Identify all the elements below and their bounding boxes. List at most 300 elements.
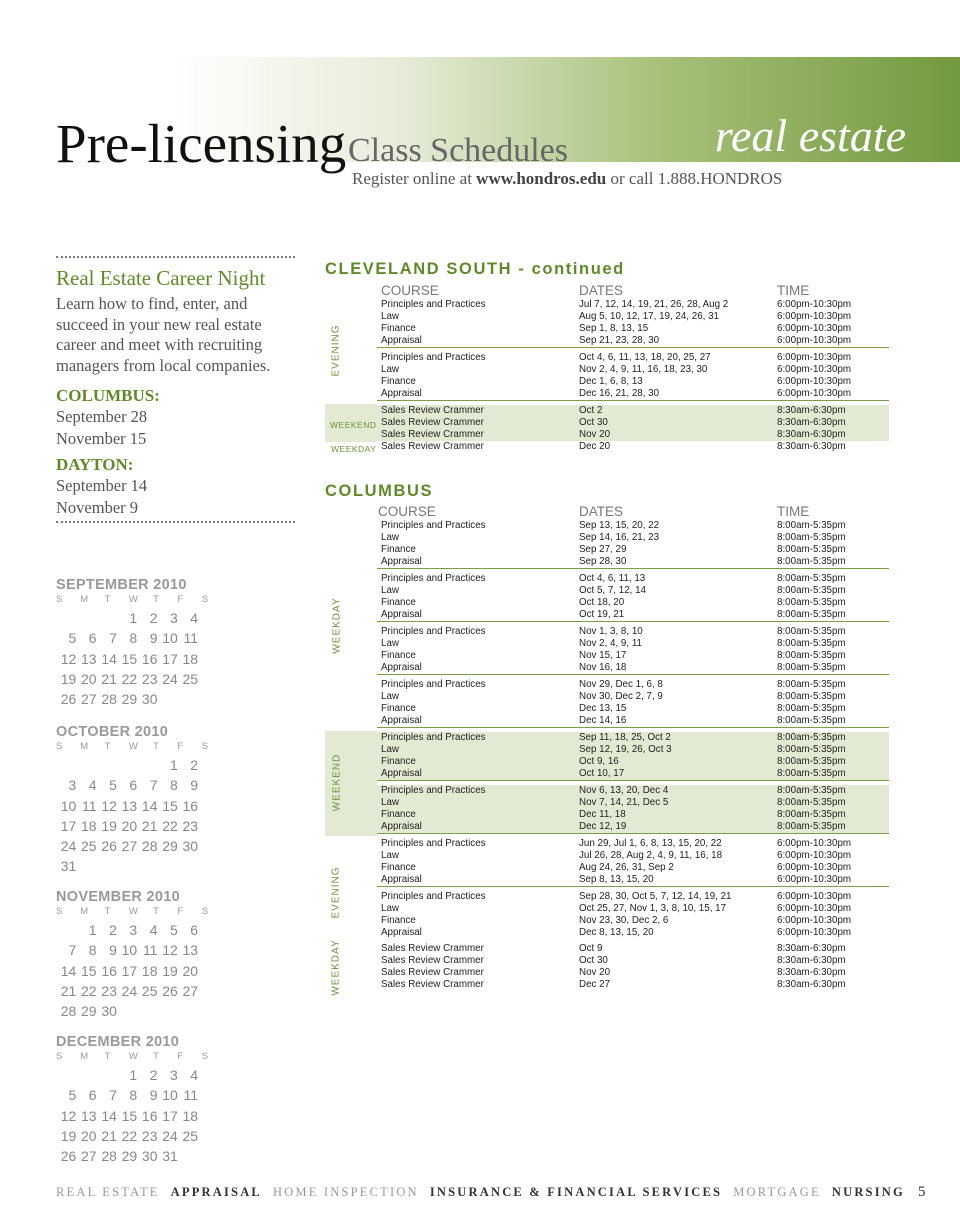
calendar-day: 4: [149, 922, 158, 938]
calendar-day: 23: [101, 982, 117, 999]
schedule-block: [377, 299, 889, 348]
course-dates: Nov 2, 4, 9, 11, 16, 18, 23, 30: [579, 364, 708, 375]
course-time: 8:00am-5:35pm: [777, 768, 846, 779]
calendar-day: 8: [129, 630, 138, 647]
footer-link[interactable]: NURSING: [831, 1185, 905, 1199]
course-name: Law: [381, 797, 399, 808]
course-name: Finance: [381, 703, 416, 714]
calendar-day: 18: [182, 650, 199, 667]
footer-link[interactable]: APPRAISAL: [170, 1185, 262, 1199]
calendar-blank: [97, 608, 117, 628]
table-row: [377, 862, 889, 874]
course-name: Principles and Practices: [381, 299, 486, 310]
course-dates: Dec 20: [579, 441, 611, 452]
calendar-day: 10: [121, 942, 138, 959]
calendar-day: 25: [182, 1127, 199, 1144]
calendar-day: 14: [60, 962, 77, 979]
calendar-weekday: M: [80, 594, 89, 605]
course-time: 8:30am-6:30pm: [777, 979, 846, 990]
calendar-day: 22: [162, 817, 178, 834]
course-time: 8:30am-6:30pm: [777, 955, 846, 966]
calendar-day: 29: [121, 691, 138, 708]
calendar-day: 19: [162, 962, 178, 979]
table-row: [377, 838, 889, 850]
course-name: Appraisal: [381, 388, 422, 399]
course-dates: Sep 11, 18, 25, Oct 2: [579, 732, 671, 743]
calendar-day: 5: [109, 777, 117, 794]
course-dates: Dec 16, 21, 28, 30: [579, 388, 660, 399]
course-name: Sales Review Crammer: [381, 441, 484, 452]
course-name: Law: [381, 638, 399, 649]
course-time: 6:00pm-10:30pm: [777, 915, 852, 926]
course-name: Appraisal: [381, 874, 422, 885]
course-name: Appraisal: [381, 556, 422, 567]
career-date: September 14: [56, 476, 148, 495]
course-dates: Sep 8, 13, 15, 20: [579, 874, 654, 885]
table-row: [377, 364, 889, 376]
calendar-day: 7: [109, 1087, 117, 1104]
table-row: [377, 573, 889, 585]
calendar-day: 24: [162, 670, 178, 687]
col-header-dates: DATES: [579, 283, 624, 298]
calendar-weekdays: [56, 741, 226, 752]
course-dates: Nov 29, Dec 1, 6, 8: [579, 679, 663, 690]
calendar-day: 1: [129, 610, 138, 626]
calendar-day: 2: [149, 1067, 158, 1083]
calendar-day: 30: [141, 691, 158, 708]
footer-link[interactable]: MORTGAGE: [733, 1185, 821, 1199]
course-name: Sales Review Crammer: [381, 429, 484, 440]
course-dates: Sep 28, 30: [579, 556, 627, 567]
table-row: [377, 441, 889, 453]
schedule-block: [377, 838, 889, 887]
course-dates: Dec 13, 15: [579, 703, 627, 714]
table-row: [377, 967, 889, 979]
course-name: Sales Review Crammer: [381, 955, 484, 966]
calendar-day: 24: [121, 982, 138, 999]
page-subtitle: Class Schedules: [348, 132, 569, 169]
calendar-day: 22: [121, 670, 138, 687]
calendar-day: 13: [121, 797, 138, 814]
course-time: 8:30am-6:30pm: [777, 429, 846, 440]
table-row: [377, 429, 889, 441]
calendar-day: 16: [182, 797, 199, 814]
course-name: Appraisal: [381, 927, 422, 938]
calendar-grid: [56, 755, 226, 877]
course-dates: Nov 2, 4, 9, 11: [579, 638, 642, 649]
calendar-day: 19: [60, 670, 77, 687]
course-dates: Oct 25, 27, Nov 1, 3, 8, 10, 15, 17: [579, 903, 727, 914]
course-time: 6:00pm-10:30pm: [777, 323, 852, 334]
calendar-day: 15: [121, 1107, 138, 1124]
table-row: [377, 662, 889, 674]
table-row: [377, 732, 889, 744]
calendar-day: 6: [88, 1087, 97, 1104]
course-name: Sales Review Crammer: [381, 943, 484, 954]
course-time: 6:00pm-10:30pm: [777, 927, 852, 938]
course-time: 8:00am-5:35pm: [777, 650, 846, 661]
calendar-day: 1: [88, 922, 97, 938]
course-name: Law: [381, 691, 399, 702]
calendar-day: 11: [82, 797, 97, 814]
course-dates: Nov 1, 3, 8, 10: [579, 626, 643, 637]
col-header-course: COURSE: [378, 504, 436, 519]
course-dates: Dec 14, 16: [579, 715, 627, 726]
course-name: Finance: [381, 597, 416, 608]
course-name: Appraisal: [381, 662, 422, 673]
calendar-weekday: S: [201, 594, 209, 605]
course-dates: Jun 29, Jul 1, 6, 8, 13, 15, 20, 22: [579, 838, 722, 849]
table-row: [377, 850, 889, 862]
calendar-weekday: S: [56, 906, 63, 917]
course-dates: Sep 27, 29: [579, 544, 627, 555]
register-url[interactable]: www.hondros.edu: [476, 169, 607, 188]
calendar-weekday: S: [56, 594, 63, 605]
calendar-day: 13: [81, 650, 97, 667]
course-time: 6:00pm-10:30pm: [777, 903, 852, 914]
calendar-blank: [56, 608, 76, 628]
course-time: 6:00pm-10:30pm: [777, 376, 852, 387]
table-row: [377, 650, 889, 662]
label-evening: EVENING: [330, 323, 342, 377]
table-row: [377, 797, 889, 809]
course-time: 8:00am-5:35pm: [777, 785, 846, 796]
course-name: Finance: [381, 862, 416, 873]
calendar-day: 13: [81, 1107, 97, 1124]
calendar-weekday: F: [177, 1051, 184, 1062]
course-time: 8:00am-5:35pm: [777, 756, 846, 767]
calendar-day: 20: [81, 1127, 97, 1144]
calendar-weekday: T: [153, 594, 159, 605]
label-evening: EVENING: [330, 865, 342, 919]
course-name: Finance: [381, 376, 416, 387]
table-row: [377, 352, 889, 364]
calendar-day: 3: [169, 610, 178, 626]
calendar-day: 28: [101, 691, 117, 708]
table-row: [377, 809, 889, 821]
table-row: [377, 597, 889, 609]
calendar-day: 6: [129, 777, 138, 794]
calendar-day: 13: [182, 942, 199, 959]
calendar-day: 7: [149, 777, 158, 794]
course-time: 8:00am-5:35pm: [777, 662, 846, 673]
table-row: [377, 556, 889, 568]
calendar-day: 8: [169, 777, 178, 794]
calendar-day: 30: [141, 1148, 158, 1165]
course-name: Appraisal: [381, 715, 422, 726]
table-row: [377, 955, 889, 967]
course-time: 8:00am-5:35pm: [777, 703, 846, 714]
course-dates: Jul 7, 12, 14, 19, 21, 26, 28, Aug 2: [579, 299, 729, 310]
calendar-blank: [56, 920, 76, 940]
calendar-weekday: M: [80, 741, 89, 752]
course-time: 8:00am-5:35pm: [777, 597, 846, 608]
table-row: [377, 703, 889, 715]
calendar-day: 15: [81, 962, 97, 979]
calendar-day: 20: [121, 817, 138, 834]
calendar-day: 1: [169, 757, 178, 773]
calendar-day: 27: [182, 982, 199, 999]
calendar-day: 10: [162, 1087, 178, 1104]
calendar-day: 19: [60, 1127, 77, 1144]
calendar-day: 27: [81, 691, 97, 708]
calendar-day: 12: [101, 797, 117, 814]
calendar-day: 30: [101, 1003, 117, 1020]
table-row: [377, 744, 889, 756]
calendar-blank: [117, 755, 137, 775]
label-weekend: WEEKEND: [330, 420, 377, 430]
course-dates: Oct 2: [579, 405, 603, 416]
footer-nav: [56, 1184, 936, 1201]
calendar-day: 22: [121, 1127, 138, 1144]
calendar-day: 12: [162, 942, 178, 959]
calendar-weekday: T: [153, 741, 159, 752]
calendar-day: 4: [190, 610, 199, 626]
calendar-day: 27: [121, 838, 138, 855]
calendar-month-name: DECEMBER 2010: [56, 1034, 180, 1050]
calendar-day: 28: [101, 1148, 117, 1165]
table-row: [377, 626, 889, 638]
course-name: Law: [381, 585, 399, 596]
course-name: Finance: [381, 544, 416, 555]
career-date: November 15: [56, 429, 147, 448]
course-dates: Oct 4, 6, 11, 13: [579, 573, 646, 584]
course-time: 8:00am-5:35pm: [777, 532, 846, 543]
calendar-weekday: S: [56, 741, 63, 752]
col-header-dates: DATES: [579, 504, 624, 519]
course-name: Appraisal: [381, 609, 422, 620]
calendar-day: 31: [162, 1148, 178, 1165]
calendar-blank: [76, 755, 96, 775]
calendar-day: 15: [162, 797, 178, 814]
calendar-day: 5: [169, 922, 178, 938]
course-time: 6:00pm-10:30pm: [777, 352, 852, 363]
calendar-month: [56, 889, 226, 1021]
course-time: 8:00am-5:35pm: [777, 573, 846, 584]
course-name: Finance: [381, 323, 416, 334]
calendar-day: 12: [60, 1107, 77, 1124]
table-row: [377, 311, 889, 323]
calendar-day: 3: [169, 1067, 178, 1083]
calendar-month-name: OCTOBER 2010: [56, 724, 169, 740]
course-time: 6:00pm-10:30pm: [777, 874, 852, 885]
calendar-month-name: NOVEMBER 2010: [56, 889, 180, 905]
calendar-grid: [56, 920, 226, 1021]
course-name: Finance: [381, 650, 416, 661]
calendar-day: 2: [109, 922, 117, 938]
calendar-day: 6: [88, 630, 97, 647]
calendar-weekday: F: [177, 906, 184, 917]
calendar-day: 14: [101, 1107, 117, 1124]
table-row: [377, 299, 889, 311]
course-time: 8:00am-5:35pm: [777, 691, 846, 702]
calendar-weekdays: [56, 1051, 226, 1062]
calendar-weekday: T: [104, 906, 111, 917]
schedule-block: [377, 732, 889, 781]
table-row: [377, 544, 889, 556]
calendar-day: 16: [141, 1107, 158, 1124]
course-name: Finance: [381, 809, 416, 820]
course-time: 6:00pm-10:30pm: [777, 335, 852, 346]
calendar-blank: [56, 755, 76, 775]
label-weekday: WEEKDAY: [331, 596, 343, 654]
course-dates: Oct 30: [579, 417, 608, 428]
table-row: [377, 532, 889, 544]
calendar-day: 23: [141, 1127, 158, 1144]
course-dates: Nov 16, 18: [579, 662, 627, 673]
calendar-day: 29: [162, 838, 178, 855]
schedule-block: [377, 405, 889, 441]
calendar-weekday: M: [80, 1051, 89, 1062]
footer-link[interactable]: INSURANCE & FINANCIAL SERVICES: [429, 1185, 723, 1199]
calendar-day: 10: [60, 797, 77, 814]
course-dates: Dec 1, 6, 8, 13: [579, 376, 643, 387]
calendar-day: 25: [182, 670, 199, 687]
calendar-day: 9: [109, 942, 117, 959]
calendar-day: 30: [182, 838, 199, 855]
course-name: Appraisal: [381, 768, 422, 779]
course-name: Principles and Practices: [381, 573, 486, 584]
schedule-block: [377, 626, 889, 675]
course-dates: Sep 14, 16, 21, 23: [579, 532, 660, 543]
course-dates: Dec 27: [579, 979, 611, 990]
course-name: Sales Review Crammer: [381, 979, 484, 990]
calendar-day: 9: [190, 777, 199, 794]
calendar-blank: [137, 755, 157, 775]
table-row: [377, 585, 889, 597]
calendar-day: 26: [162, 982, 178, 999]
career-date: November 9: [56, 498, 139, 517]
label-weekday: WEEKDAY: [330, 938, 342, 996]
course-time: 6:00pm-10:30pm: [777, 388, 852, 399]
course-name: Appraisal: [381, 335, 422, 346]
course-time: 8:00am-5:35pm: [777, 797, 846, 808]
calendar-day: 25: [81, 838, 97, 855]
footer-link[interactable]: HOME INSPECTION: [272, 1185, 419, 1199]
course-dates: Nov 20: [579, 429, 611, 440]
schedule-block: [377, 943, 889, 991]
career-city-dayton: DAYTON:: [56, 455, 134, 474]
career-night-box: [56, 256, 295, 523]
schedule-block: [377, 441, 889, 453]
calendar-day: 24: [60, 838, 77, 855]
calendar-blank: [97, 1065, 117, 1085]
calendar-weekday: M: [80, 906, 89, 917]
calendar-day: 29: [81, 1003, 97, 1020]
calendar-day: 18: [182, 1107, 199, 1124]
calendar-day: 20: [182, 962, 199, 979]
course-dates: Aug 24, 26, 31, Sep 2: [579, 862, 674, 873]
calendar-day: 12: [60, 650, 77, 667]
calendar-day: 25: [141, 982, 158, 999]
course-time: 8:30am-6:30pm: [777, 441, 846, 452]
label-weekend: WEEKEND: [331, 753, 343, 811]
calendar-day: 31: [60, 858, 77, 875]
calendar-weekday: T: [153, 1051, 159, 1062]
calendar-day: 16: [141, 650, 158, 667]
course-dates: Sep 13, 15, 20, 22: [579, 520, 660, 531]
calendar-day: 14: [141, 797, 158, 814]
table-row: [377, 943, 889, 955]
calendar-day: 18: [141, 962, 158, 979]
calendar-grid: [56, 1065, 226, 1166]
course-time: 8:00am-5:35pm: [777, 520, 846, 531]
course-dates: Dec 11, 18: [579, 809, 626, 820]
calendar-month: [56, 577, 226, 709]
calendar-weekday: S: [201, 741, 209, 752]
calendar-day: 17: [60, 817, 77, 834]
calendar-day: 26: [60, 1148, 77, 1165]
course-time: 8:00am-5:35pm: [777, 638, 846, 649]
course-time: 8:00am-5:35pm: [777, 744, 846, 755]
calendar-day: 5: [68, 1087, 77, 1104]
calendar-weekday: W: [128, 741, 138, 752]
course-time: 8:00am-5:35pm: [777, 732, 846, 743]
register-suffix: or call 1.888.HONDROS: [606, 169, 783, 188]
course-time: 6:00pm-10:30pm: [777, 862, 852, 873]
footer-link[interactable]: REAL ESTATE: [56, 1185, 160, 1199]
course-name: Principles and Practices: [381, 679, 486, 690]
section-title-cleveland: CLEVELAND SOUTH - continued: [325, 260, 625, 278]
page-number: 5: [917, 1184, 926, 1200]
course-time: 8:00am-5:35pm: [777, 609, 846, 620]
course-time: 6:00pm-10:30pm: [777, 850, 852, 861]
career-city-columbus: COLUMBUS:: [56, 386, 160, 405]
calendar-day: 9: [149, 1087, 158, 1104]
course-dates: Jul 26, 28, Aug 2, 4, 9, 11, 16, 18: [579, 850, 723, 861]
course-name: Finance: [381, 915, 416, 926]
course-dates: Oct 30: [579, 955, 608, 966]
calendar-month-name: SEPTEMBER 2010: [56, 577, 187, 593]
course-time: 8:00am-5:35pm: [777, 715, 846, 726]
table-row: [377, 679, 889, 691]
course-dates: Oct 19, 21: [579, 609, 625, 620]
schedule-block: [377, 785, 889, 834]
calendar-weekday: W: [128, 594, 138, 605]
table-row: [377, 979, 889, 991]
calendar-weekday: T: [153, 906, 159, 917]
course-time: 8:30am-6:30pm: [777, 405, 846, 416]
course-dates: Sep 1, 8, 13, 15: [579, 323, 649, 334]
course-time: 6:00pm-10:30pm: [777, 891, 852, 902]
table-row: [377, 715, 889, 727]
course-name: Finance: [381, 756, 416, 767]
calendar-day: 7: [109, 630, 117, 647]
table-row: [377, 691, 889, 703]
calendar-weekday: F: [177, 594, 184, 605]
course-time: 8:00am-5:35pm: [777, 809, 846, 820]
course-time: 8:00am-5:35pm: [777, 821, 846, 832]
schedule-block: [377, 891, 889, 939]
calendar-day: 2: [190, 757, 199, 773]
table-row: [377, 903, 889, 915]
calendar-day: 29: [121, 1148, 138, 1165]
course-dates: Nov 15, 17: [579, 650, 627, 661]
calendar-grid: [56, 608, 226, 709]
calendar-day: 24: [162, 1127, 178, 1144]
calendar-weekday: W: [128, 1051, 138, 1062]
course-dates: Oct 18, 20: [579, 597, 625, 608]
course-name: Appraisal: [381, 821, 422, 832]
course-time: 8:00am-5:35pm: [777, 585, 846, 596]
table-row: [377, 417, 889, 429]
calendar-day: 3: [68, 777, 77, 794]
calendar-weekday: S: [201, 906, 209, 917]
calendar-weekdays: [56, 906, 226, 917]
calendar-day: 6: [190, 922, 199, 938]
course-dates: Oct 5, 7, 12, 14: [579, 585, 646, 596]
course-name: Law: [381, 364, 399, 375]
